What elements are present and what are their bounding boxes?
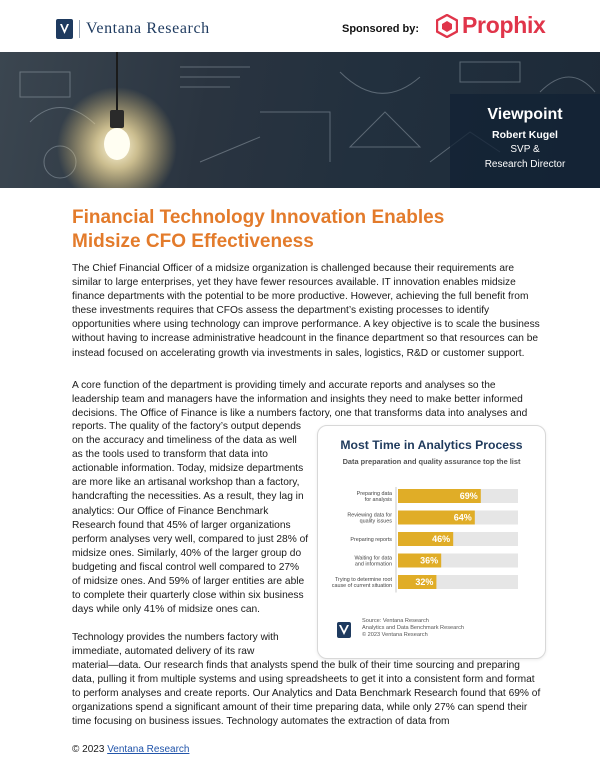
article-title-line1: Financial Technology Innovation Enables [72,207,445,228]
prophix-hexagon-icon [436,14,458,38]
author-role-line1: SVP & [510,144,540,155]
bar-value-label: 36% [420,555,439,566]
author-name: Robert Kugel [492,129,558,141]
paragraph-3: reports. The quality of the factory’s output depends on the accuracy and timeliness of the data as well as the tools used to transform that data into actionable information. Today, midsize departments are more like an artisanal workshop than a factory, handcrafting the necessities. As a result, they lag in analytics: Our Office of Finance Benchmark Research found that 45% of larger organizations perform analyses very well, compared to just 28% of midsize ones. Similarly, 40% of the larger group do budgeting and fiscal control well compared to 27% of midsize ones. And 59% of larger entities are able to complete their quarterly close within six business days while only 41% of midsize ones can. [72,421,309,616]
chart-source [362,618,464,639]
ventana-logo[interactable] [56,19,210,39]
chart-card [317,425,546,659]
paragraph-1: The Chief Financial Officer of a midsize organization is challenged because their requirements are similar to large enterprises, yet they have fewer resources available. IT innovation enables midsize finance departments with the potential to be more productive. However, achieving the full benefit from these investments requires that CFOs assess the department’s existing processes to identify opportunities where using technology can improve performance. A key objective is to scale the business without having to increase administrative headcount in the finance department so that resources can be instead focused on accelerating growth via investments in sales, logistics, R&D or customer support. [72,263,540,359]
hero-banner [0,52,600,188]
category-label: Reviewing data for quality issues [347,512,392,525]
paragraph-5: material—data. Our research finds that analysts spend the bulk of their time sourcing and preparing data, pulling it from multiple systems and using spreadsheets to get it into a consistent form and format to perform analyses and create reports. Our Analytics and Data Benchmark Research found that 69% of organizations spend a significant amount of their time preparing data, while only 27% can spend their time focusing on business issues. Technology automates the extraction of data from [72,660,541,728]
bar-chart [318,481,545,611]
category-label: Preparing data for analysis [356,490,392,503]
source-line-1: Source: Ventana Research [362,618,429,624]
footer-copyright: © 2023 [72,744,105,755]
author-role-line2: Research Director [484,159,566,170]
chart-subtitle: Data preparation and quality assurance top the list [342,457,521,466]
bar-value-label: 46% [432,534,451,545]
viewpoint-label: Viewpoint [487,106,563,123]
source-line-2: Analytics and Data Benchmark Research [362,625,464,631]
page-footer [72,744,189,755]
bar-value-label: 69% [459,491,478,502]
viewpoint-panel [450,94,600,188]
article-title [72,206,532,254]
paragraph-4: Technology provides the numbers factory with immediate, automated delivery of its raw [72,632,279,658]
prophix-brand-text: Prophix [462,12,546,38]
category-label: Preparing reports [350,537,392,543]
bar-value-label: 32% [415,577,434,588]
paragraph-2: A core function of the department is providing timely and accurate reports and analyses so the leadership team and managers have the information and insights they need to make better informed decisions. The Office of Finance is like a numbers factory, one that transforms data into analyses and [72,380,528,420]
category-label: Trying to determine root cause of current situation [331,576,392,589]
category-label: Waiting for data and information [354,555,392,568]
ventana-brand-text: Ventana Research [79,20,210,38]
bar-value-label: 64% [453,512,472,523]
chart-title: Most Time in Analytics Process [340,438,523,452]
prophix-logo[interactable] [436,12,546,39]
ventana-v-icon [56,19,73,39]
sponsored-by-label: Sponsored by: [342,23,420,35]
ventana-source-logo-icon [337,622,351,638]
source-line-3: © 2023 Ventana Research [362,632,428,638]
article-title-line2: Midsize CFO Effectiveness [72,231,314,252]
page-header [0,0,600,52]
footer-link[interactable]: Ventana Research [107,744,190,755]
